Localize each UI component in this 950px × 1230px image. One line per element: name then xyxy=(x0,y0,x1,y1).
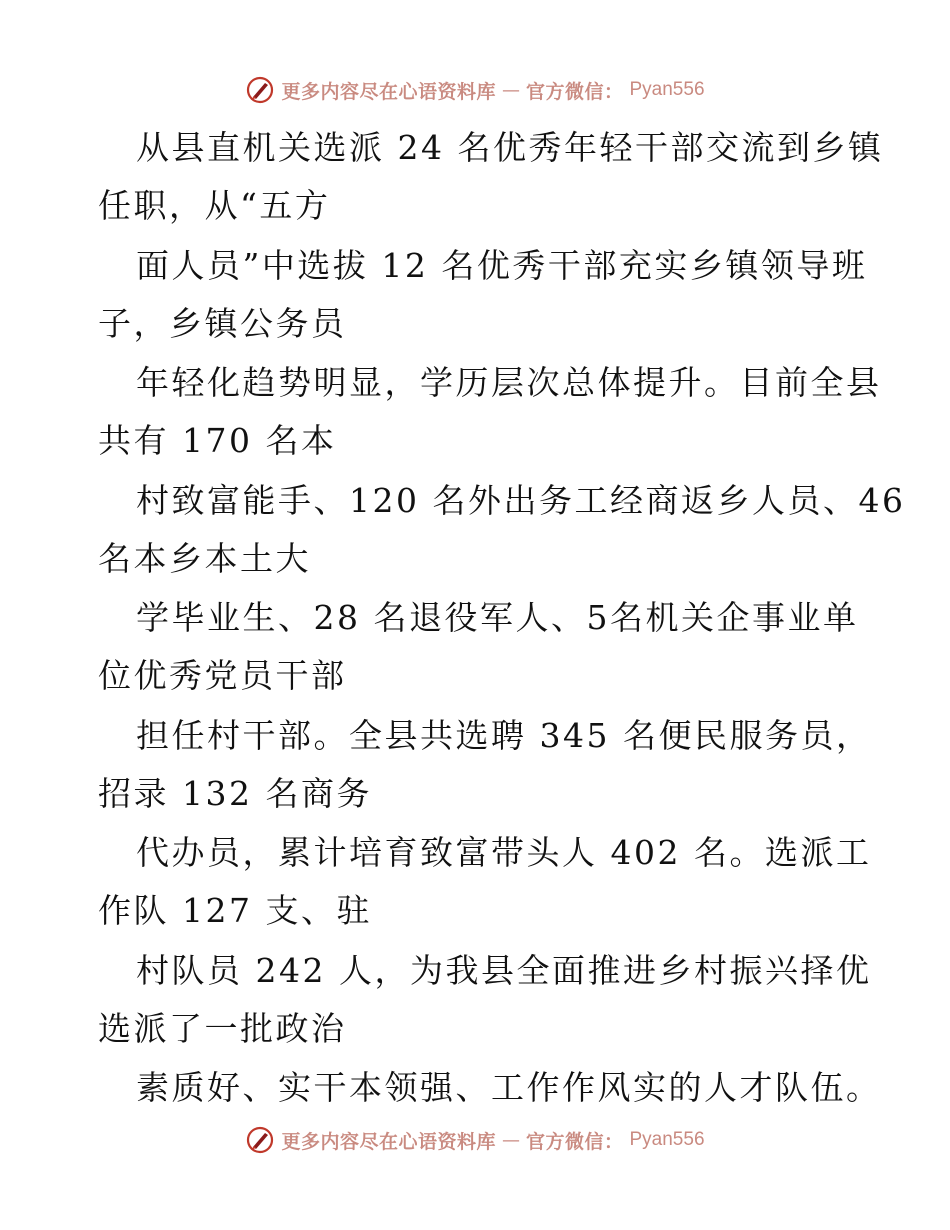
watermark-label: 官方微信： xyxy=(525,80,624,103)
text-line: 子，乡镇公务员 xyxy=(98,304,347,343)
text-line: 年轻化趋势明显，学历层次总体提升。目前全县 xyxy=(136,363,882,402)
text-line: 共有 170 名本 xyxy=(98,421,337,460)
watermark-handle: Pyan556 xyxy=(629,79,705,100)
text-line: 面人员”中选拔 12 名优秀干部充实乡镇领导班 xyxy=(136,246,868,285)
text-line: 名本乡本土大 xyxy=(98,539,311,578)
header-watermark xyxy=(0,70,950,110)
quill-pen-circle-icon xyxy=(245,75,275,105)
footer-watermark xyxy=(0,1120,950,1160)
text-line: 作队 127 支、驻 xyxy=(98,891,372,930)
watermark-label: 官方微信： xyxy=(525,1130,624,1153)
watermark-dash: — xyxy=(501,1129,520,1151)
text-line: 从县直机关选派 24 名优秀年轻干部交流到乡镇 xyxy=(136,128,884,167)
text-line: 位优秀党员干部 xyxy=(98,656,347,695)
text-line: 学毕业生、28 名退役军人、5名机关企事业单 xyxy=(136,598,859,637)
watermark-text: 更多内容尽在心语资料库 xyxy=(281,80,496,103)
text-line: 招录 132 名商务 xyxy=(98,774,372,813)
text-line: 村致富能手、120 名外出务工经商返乡人员、46 xyxy=(136,481,906,520)
watermark-handle: Pyan556 xyxy=(629,1129,705,1150)
watermark-text: 更多内容尽在心语资料库 xyxy=(281,1130,496,1153)
quill-pen-circle-icon xyxy=(245,1125,275,1155)
text-line: 选派了一批政治 xyxy=(98,1009,347,1048)
text-line: 村队员 242 人，为我县全面推进乡村振兴择优 xyxy=(136,951,872,990)
text-line: 任职，从“五方 xyxy=(98,186,331,225)
text-line: 担任村干部。全县共选聘 345 名便民服务员， xyxy=(136,716,872,755)
text-line: 代办员，累计培育致富带头人 402 名。选派工 xyxy=(136,833,872,872)
watermark-dash: — xyxy=(501,79,520,101)
text-line: 素质好、实干本领强、工作作风实的人才队伍。 xyxy=(136,1068,882,1107)
